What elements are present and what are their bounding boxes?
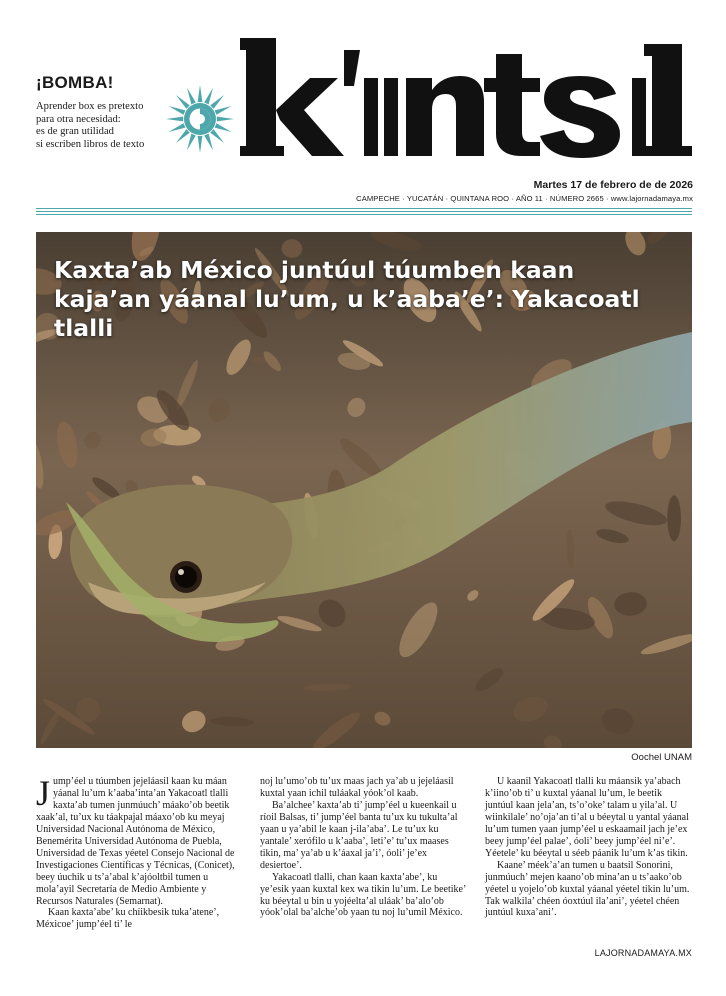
bomba-title: ¡BOMBA!	[36, 73, 114, 92]
article-column-1	[36, 773, 236, 931]
drop-cap: J	[36, 773, 51, 813]
sun-ray	[198, 136, 203, 153]
sun-ray	[176, 129, 190, 143]
article-column-2	[260, 776, 468, 919]
article-paragraph: Yakacoatl tlalli, chan kaan kaxta’abe’, ku ye’esik yaan kuxtal kex wa tikin lu’um. Le beetike’ ku béeytal u bin u yojéelta’al uláak’ ba’alo’ob yóok’olal ba’alche’ob yaan tu noj lu’umil México.	[260, 871, 466, 919]
divider-rule	[36, 214, 692, 215]
divider-rule	[36, 208, 692, 209]
article-column-3	[485, 776, 691, 919]
cover-photo	[36, 232, 692, 748]
sun-ray	[204, 88, 213, 105]
sun-ray	[204, 134, 213, 151]
sun-ray	[176, 95, 190, 109]
cover-headline: Kaxta’ab México juntúul túumben kaan kaja’an yáanal lu’um, u k’aaba’e’: Yakacoatl tlalli	[54, 256, 640, 342]
article-paragraph: Ba’alchee’ kaxta’ab ti’ jump’éel u kueenkail u ríoil Balsas, ti’ jump’éel banta tu’ux ku tukulta’al yaan u ya’abil le kaan j-ila’aba’. Le tu’ux ku yantale’ xerófilo u k’aaba’, leti’e’ tu’ux maases tikin, ma’ ya’ab u k’áaxal ja’i’, óoli’ je’ex desiertoe’.	[260, 799, 458, 871]
article-paragraph: U kaanil Yakacoatl tlalli ku máansik ya’abach k’iino’ob ti’ u kuxtal yáanal lu’um, le beetik juntúul kaan jela’an, ts’o’oke’ talam u yila’al. U wiinkilale’ no’oja’an ti’al u béeytal u yantal yáanal lu’um tumen yaan jump’éel u eskaamail jach je’ex beey jump’éel palae’, óoli’ beey jump’éel ni’e’. Yéetele’ ku béeytal u séeb páanik lu’um k’as tikin.	[485, 776, 689, 859]
sun-ray	[187, 88, 196, 105]
sun-ray	[210, 129, 224, 143]
bomba-text	[36, 101, 166, 151]
bomba-line: para otra necesidad:	[36, 113, 121, 125]
sun-ray	[169, 123, 186, 132]
sun-ray	[215, 123, 232, 132]
article-paragraph: Kaane’ méek’a’an tumen u baatsil Sonorini, junmúuch’ mejen kaano’ob mina’an u ts’aako’ob yéetel u yojelo’ob kuxtal yáanal yéetel tikin lu’um. Tak walkila’ chéen óoxtúul ila’ani’, yéetel chéen juntúul kuxa’ani’.	[485, 859, 690, 919]
bomba-line: si escriben libros de texto	[36, 138, 145, 150]
article-paragraph: Kaan kaxta’abe’ ku chíikbesik tuka’atene’, Méxicoe’ jump’éel ti’ le	[36, 907, 220, 931]
bomba-line: es de gran utilidad	[36, 126, 114, 138]
sun-ray	[198, 85, 203, 102]
issue-date: Martes 17 de febrero de de 2026	[533, 179, 693, 191]
article-paragraph: noj lu’umo’ob tu’ux maas jach ya’ab u jejeláasil kuxtal yaan ichil tuláakal yóok’ol kaab.	[260, 776, 454, 799]
leaf-litter	[667, 495, 681, 541]
sun-ray	[187, 134, 196, 151]
sun-ray	[215, 106, 232, 115]
footer-site[interactable]: LAJORNADAMAYA.MX	[594, 948, 692, 958]
bomba-line: Aprender box es pretexto	[36, 101, 144, 112]
edition-line: CAMPECHE · YUCATÁN · QUINTANA ROO · AÑO 11 · NÚMERO 2665 · www.lajornadamaya.mx	[356, 194, 693, 203]
sun-ray	[169, 106, 186, 115]
sun-ray	[217, 117, 234, 122]
article-paragraph	[36, 773, 236, 907]
sun-ray	[166, 117, 183, 122]
masthead-logo	[240, 24, 692, 166]
sun-logo-icon	[164, 83, 236, 155]
divider-rule	[36, 211, 692, 212]
photo-credit: Oochel UNAM	[631, 752, 692, 763]
sun-ray	[210, 95, 224, 109]
paragraph-text: ump’éel u túumben jejeláasil kaan ku máan yáanal lu’um k’aaba’inta’an Yakacoatl tlalli kaxta’ab tumen junmúuch’ máako’ob beetik xaak’al, tu’ux ku táakpajal máaxo’ob ku meyaj Universidad Nacional Autónoma de México, Benemérita Universidad Autónoma de Puebla, Universidad de Texas yéetel Consejo Nacional de Investigaciones Científicas y Técnicas, (Conicet), beey úuchik u ts’a’abal k’ajóoltbil tumen u mola’ayil Secretaría de Medio Ambiente y Recursos Naturales (Semarnat).	[36, 776, 235, 907]
